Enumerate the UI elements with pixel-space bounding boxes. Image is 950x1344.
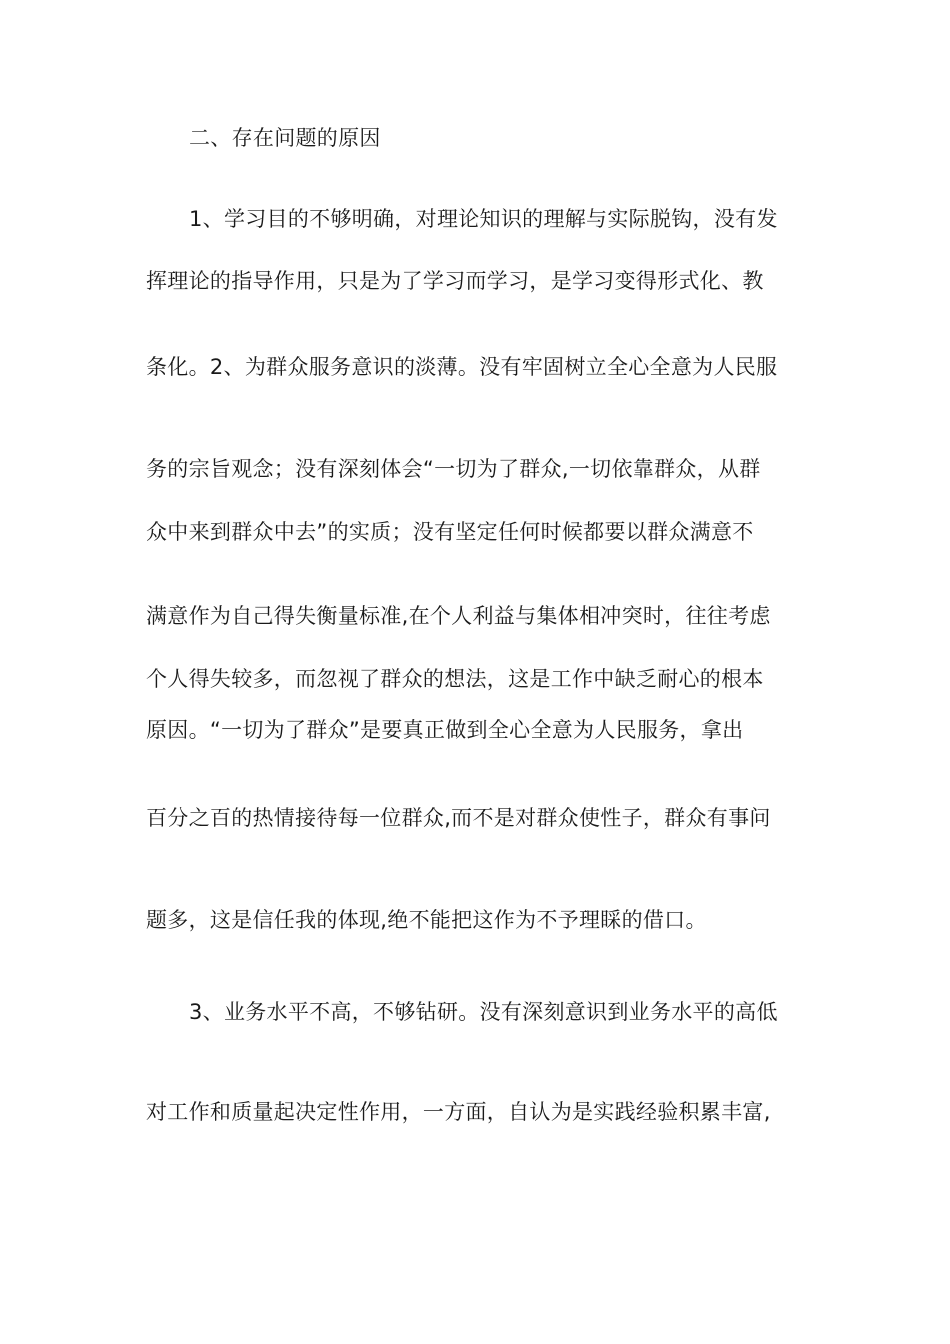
paragraph-line: 百分之百的热情接待每一位群众,而不是对群众使性子，群众有事问 bbox=[146, 806, 771, 830]
paragraph-line: 满意作为自己得失衡量标准,在个人利益与集体相冲突时，往往考虑 bbox=[146, 604, 771, 628]
paragraph-line: 条化。2、为群众服务意识的淡薄。没有牢固树立全心全意为人民服 bbox=[146, 355, 778, 379]
paragraph-line: 题多，这是信任我的体现,绝不能把这作为不予理睬的借口。 bbox=[146, 908, 707, 932]
paragraph-line: 对工作和质量起决定性作用，一方面，自认为是实践经验积累丰富, bbox=[146, 1100, 771, 1124]
paragraph-line: 3、业务水平不高，不够钻研。没有深刻意识到业务水平的高低 bbox=[189, 1000, 778, 1024]
section-heading: 二、存在问题的原因 bbox=[189, 126, 381, 150]
paragraph-line: 原因。“一切为了群众”是要真正做到全心全意为人民服务，拿出 bbox=[146, 718, 744, 742]
paragraph-line: 众中来到群众中去”的实质；没有坚定任何时候都要以群众满意不 bbox=[146, 520, 754, 544]
paragraph-line: 1、学习目的不够明确，对理论知识的理解与实际脱钩，没有发 bbox=[189, 207, 778, 231]
paragraph-line: 挥理论的指导作用，只是为了学习而学习，是学习变得形式化、教 bbox=[146, 269, 764, 293]
paragraph-line: 务的宗旨观念；没有深刻体会“一切为了群众,一切依靠群众，从群 bbox=[146, 457, 761, 481]
paragraph-line: 个人得失较多，而忽视了群众的想法，这是工作中缺乏耐心的根本 bbox=[146, 667, 764, 691]
